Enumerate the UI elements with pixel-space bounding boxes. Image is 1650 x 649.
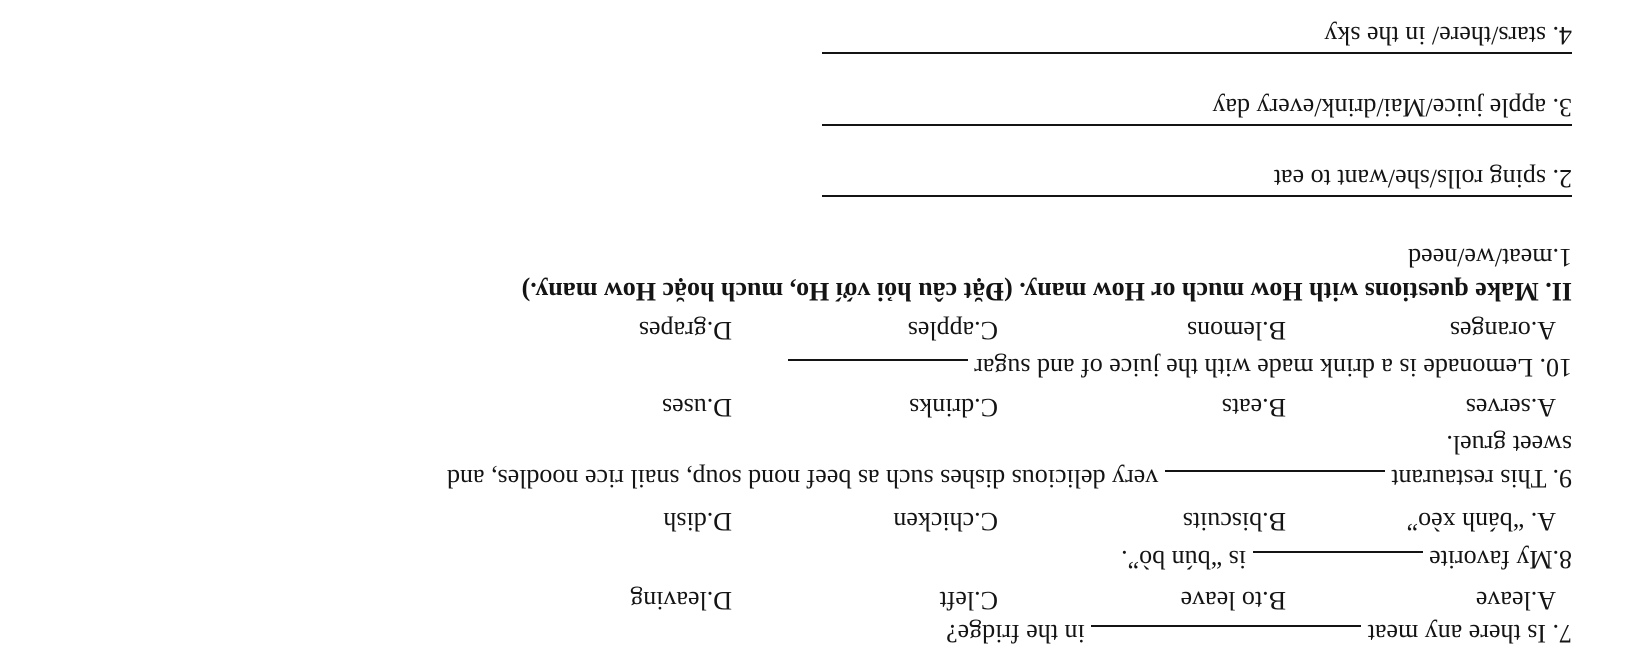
question-7-option-c: C.left [939, 586, 998, 615]
question-8-option-d: D.dish [663, 507, 732, 536]
question-9-line-2: sweet gruel. [1446, 430, 1572, 459]
question-10-option-d: D.grapes [638, 316, 732, 345]
section-2-item-2: 2. sping rolls/she/want to eat [1273, 164, 1572, 193]
question-7-text-after: in the fridge? [946, 619, 1085, 648]
question-10-option-b: B.lemons [1187, 316, 1286, 345]
question-9-option-a: A.serves [1465, 393, 1556, 422]
answer-line-4[interactable] [822, 52, 1572, 54]
answer-line-2[interactable] [822, 195, 1572, 197]
question-8-option-a: A. “bánh xèo” [1406, 507, 1556, 536]
question-10-option-c: C.apples [907, 316, 998, 345]
question-9-text-before: 9. This restaurant [1391, 464, 1572, 493]
question-7-option-d: D.leaving [630, 586, 732, 615]
question-8-text-before: 8.My favorite [1429, 545, 1572, 574]
question-10-option-a: A.oranges [1449, 316, 1556, 345]
question-8 [1121, 544, 1572, 575]
question-10-blank[interactable] [788, 359, 968, 383]
answer-line-3[interactable] [822, 124, 1572, 126]
question-8-text-after: is “bún bò”. [1121, 545, 1247, 574]
question-10 [788, 352, 1572, 383]
question-7 [946, 618, 1572, 649]
question-7-option-a: A.leave [1475, 586, 1556, 615]
question-9-blank[interactable] [1165, 470, 1385, 494]
section-2-item-4: 4. stars/there/ in the sky [1324, 21, 1572, 50]
section-2-item-3: 3. apple juice/Mai/drink/every day [1212, 93, 1572, 122]
question-9-option-c: C.drinks [909, 393, 998, 422]
question-8-option-c: C.chicken [893, 507, 998, 536]
question-8-option-b: B.biscuits [1182, 507, 1286, 536]
question-7-option-b: B.to leave [1180, 586, 1286, 615]
question-7-blank[interactable] [1091, 625, 1361, 649]
question-10-text: 10. Lemonade is a drink made with the juice of and sugar [974, 353, 1572, 382]
question-9-option-b: B.eats [1221, 393, 1286, 422]
question-9 [447, 463, 1572, 494]
question-9-option-d: D.uses [661, 393, 732, 422]
question-9-text-after: very delicious dishes such as beef nond soup, snail rice noodles, and [447, 464, 1159, 493]
question-7-text-before: 7. Is there any meat [1367, 619, 1572, 648]
section-2-heading: II. Make questions with How much or How many. (Đặt câu hỏi vớí Ho, much hoặc How many.) [521, 277, 1572, 306]
section-2-item-1: 1.meat/we/need [1408, 243, 1572, 272]
question-8-blank[interactable] [1253, 551, 1423, 575]
